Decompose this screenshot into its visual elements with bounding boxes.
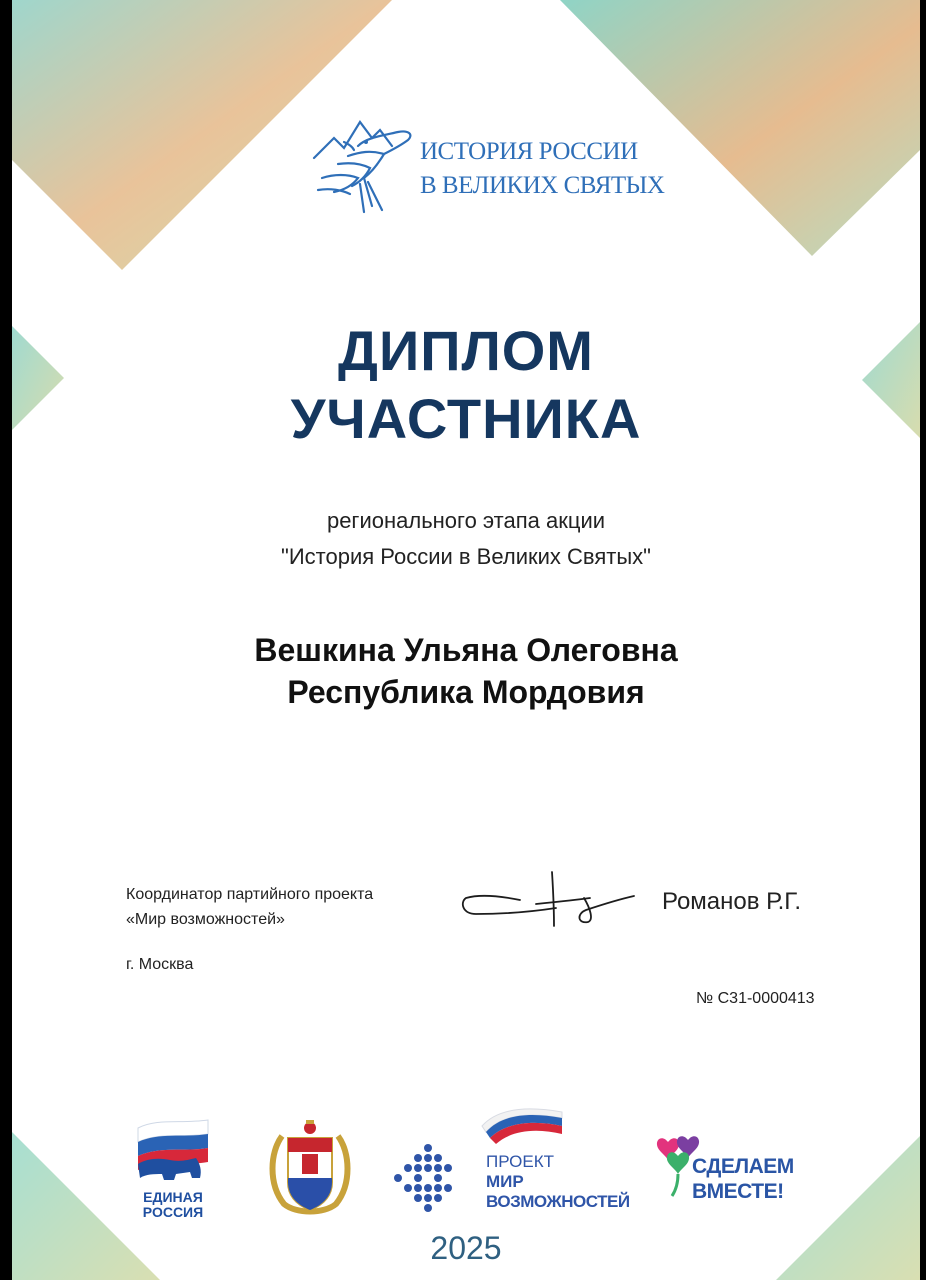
subtitle-line2: "История России в Великих Святых" <box>281 544 651 569</box>
project-logo-line1: ИСТОРИЯ РОССИИ <box>420 138 638 165</box>
signer-name: Романов Р.Г. <box>662 888 802 915</box>
dots-grid-icon <box>394 1142 454 1218</box>
project-line2: МИР <box>486 1172 524 1191</box>
together-line2: ВМЕСТЕ! <box>692 1180 784 1203</box>
subtitle-line1: регионального этапа акции <box>326 508 606 533</box>
city: г. Москва <box>126 956 194 973</box>
recipient-region: Республика Мордовия <box>287 674 645 710</box>
project-logo-line2: В ВЕЛИКИХ СВЯТЫХ <box>420 172 665 199</box>
diploma-page <box>12 0 920 1280</box>
flag-wave-icon <box>478 1104 568 1144</box>
project-line1: ПРОЕКТ <box>486 1152 555 1171</box>
project-mir-logo <box>394 1104 634 1224</box>
dove-mountains-icon <box>308 116 418 218</box>
diploma-title-line2: УЧАСТНИКА <box>290 387 642 450</box>
project-line3: ВОЗМОЖНОСТЕЙ <box>486 1192 630 1211</box>
united-russia-line2: РОССИЯ <box>142 1204 204 1220</box>
flag-bear-icon <box>130 1118 216 1188</box>
coordinator-title-line1: Координатор партийного проекта <box>126 886 374 903</box>
year: 2025 <box>430 1230 502 1266</box>
document-number: № С31-0000413 <box>696 990 815 1007</box>
sdelaem-vmeste-logo <box>654 1134 804 1214</box>
project-logo <box>308 116 665 218</box>
united-russia-line1: ЕДИНАЯ <box>143 1189 203 1205</box>
recipient-name: Вешкина Ульяна Олеговна <box>254 632 678 668</box>
together-line1: СДЕЛАЕМ <box>692 1155 794 1178</box>
mordovia-coat-of-arms-icon <box>262 1118 358 1218</box>
coordinator-title-line2: «Мир возможностей» <box>126 911 285 928</box>
united-russia-logo <box>130 1118 216 1222</box>
diploma-title-line1: ДИПЛОМ <box>338 319 594 382</box>
signature <box>460 868 640 930</box>
